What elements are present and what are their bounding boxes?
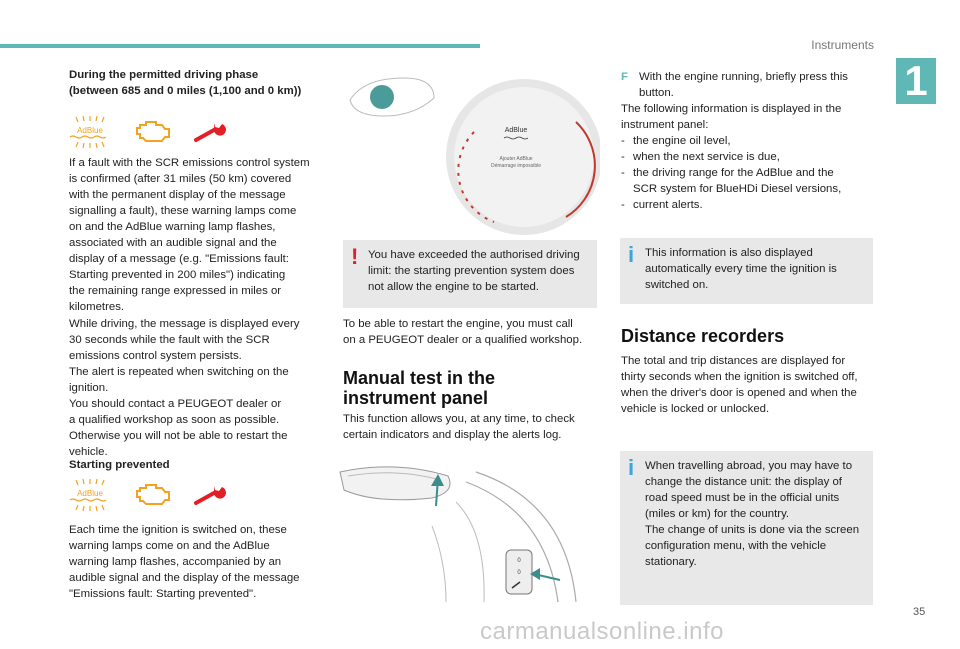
- watermark: carmanualsonline.info: [480, 618, 724, 645]
- heading-distance-recorders: Distance recorders: [621, 326, 785, 346]
- info-icon: i: [628, 455, 635, 480]
- adblue-warning-icon: [66, 478, 114, 512]
- paragraph-distance-recorders: The total and trip distances are displayed for thirty seconds when the ignition is switched off, when the driver's door is opened and when the vehicle is locked or unlocked.: [621, 355, 858, 415]
- instrument-dial-illustration: [344, 72, 600, 242]
- steering-wheel-illustration: [336, 462, 586, 607]
- svg-text:Démarrage impossible: Démarrage impossible: [490, 163, 542, 169]
- step-bullet-icon: F: [621, 71, 628, 83]
- heading-manual-test: Manual test in the instrument panel: [343, 368, 496, 408]
- chapter-number: 1: [896, 58, 936, 104]
- info-box-ignition: [620, 238, 873, 304]
- svg-text:AdBlue: AdBlue: [77, 126, 103, 135]
- warning-lamps-row-1: [66, 115, 230, 149]
- paragraph-information-displayed: The following information is displayed in the instrument panel: - the engine oil level, - when the next service is due, - the driving range for the AdBlue and the SCR system for BlueHDi Diesel versions, - current alerts.: [621, 101, 883, 213]
- paragraph-manual-test: This function allows you, at any time, to check certain indicators and display the alerts log.: [343, 413, 575, 441]
- svg-text:AdBlue: AdBlue: [504, 127, 528, 134]
- paragraph-restart-engine: To be able to restart the engine, you must call on a PEUGEOT dealer or a qualified workshop.: [343, 318, 583, 346]
- warning-box: [343, 240, 597, 308]
- header-accent-bar: [0, 44, 480, 48]
- info-box-text: This information is also displayed automatically every time the ignition is switched on.: [645, 247, 837, 291]
- heading-permitted-phase: During the permitted driving phase (between 685 and 0 miles (1,100 and 0 km)): [69, 69, 302, 97]
- list-item: - when the next service is due,: [621, 151, 780, 163]
- list-item: - current alerts.: [621, 199, 703, 211]
- svg-text:AdBlue: AdBlue: [77, 489, 103, 498]
- warning-box-text: You have exceeded the authorised driving limit: the starting prevention system does not allow the engine to be started.: [368, 249, 580, 293]
- paragraph-ignition-switched-on: Each time the ignition is switched on, these warning lamps come on and the AdBlue warning lamp flashes, accompanied by an audible signal and the display of the message "Emissions fault: Starting prevented".: [69, 524, 300, 600]
- paragraph-while-driving: While driving, the message is displayed every 30 seconds while the fault with the SCR emissions control system persists. The alert is repeated when switching on the ignition. You should contact a PEUGEOT dealer or a qualified workshop as soon as possible. Otherwise you will not be able to restart the vehicle.: [69, 318, 300, 458]
- paragraph-fault-confirmed: If a fault with the SCR emissions control system is confirmed (after 31 miles (50 km) covered with the permanent display of the message signalling a fault), these warning lamps come on and the AdBlue warning lamp flashes, associated with an audible signal and the display of a message (e.g. "Emissions fault: Starting prevented in 200 miles") indicating the remaining range expressed in miles or kilometres.: [69, 157, 310, 313]
- warning-exclamation-icon: !: [351, 244, 359, 269]
- heading-starting-prevented: Starting prevented: [69, 459, 170, 471]
- wrench-icon: [192, 120, 230, 144]
- page-number: 35: [913, 606, 926, 618]
- info-icon: i: [628, 242, 635, 267]
- svg-text:0: 0: [517, 558, 521, 564]
- step-press-button: F With the engine running, briefly press this button.: [621, 71, 848, 99]
- engine-warning-icon: [134, 117, 172, 147]
- adblue-warning-icon: [66, 115, 114, 149]
- list-item: - the engine oil level,: [621, 135, 731, 147]
- svg-text:Ajouter AdBlue: Ajouter AdBlue: [499, 156, 533, 162]
- engine-warning-icon: [134, 480, 172, 510]
- svg-text:0: 0: [517, 570, 521, 576]
- wrench-icon: [192, 483, 230, 507]
- warning-lamps-row-2: [66, 478, 230, 512]
- section-title: Instruments: [811, 38, 874, 52]
- list-item: - the driving range for the AdBlue and the: [621, 167, 834, 179]
- info-box-travelling-abroad: [620, 451, 873, 605]
- info-box-text: When travelling abroad, you may have to change the distance unit: the display of road speed must be in the official units (miles or km) for the country. The change of units is done via the screen configuration menu, with the vehicle stationary.: [645, 460, 860, 568]
